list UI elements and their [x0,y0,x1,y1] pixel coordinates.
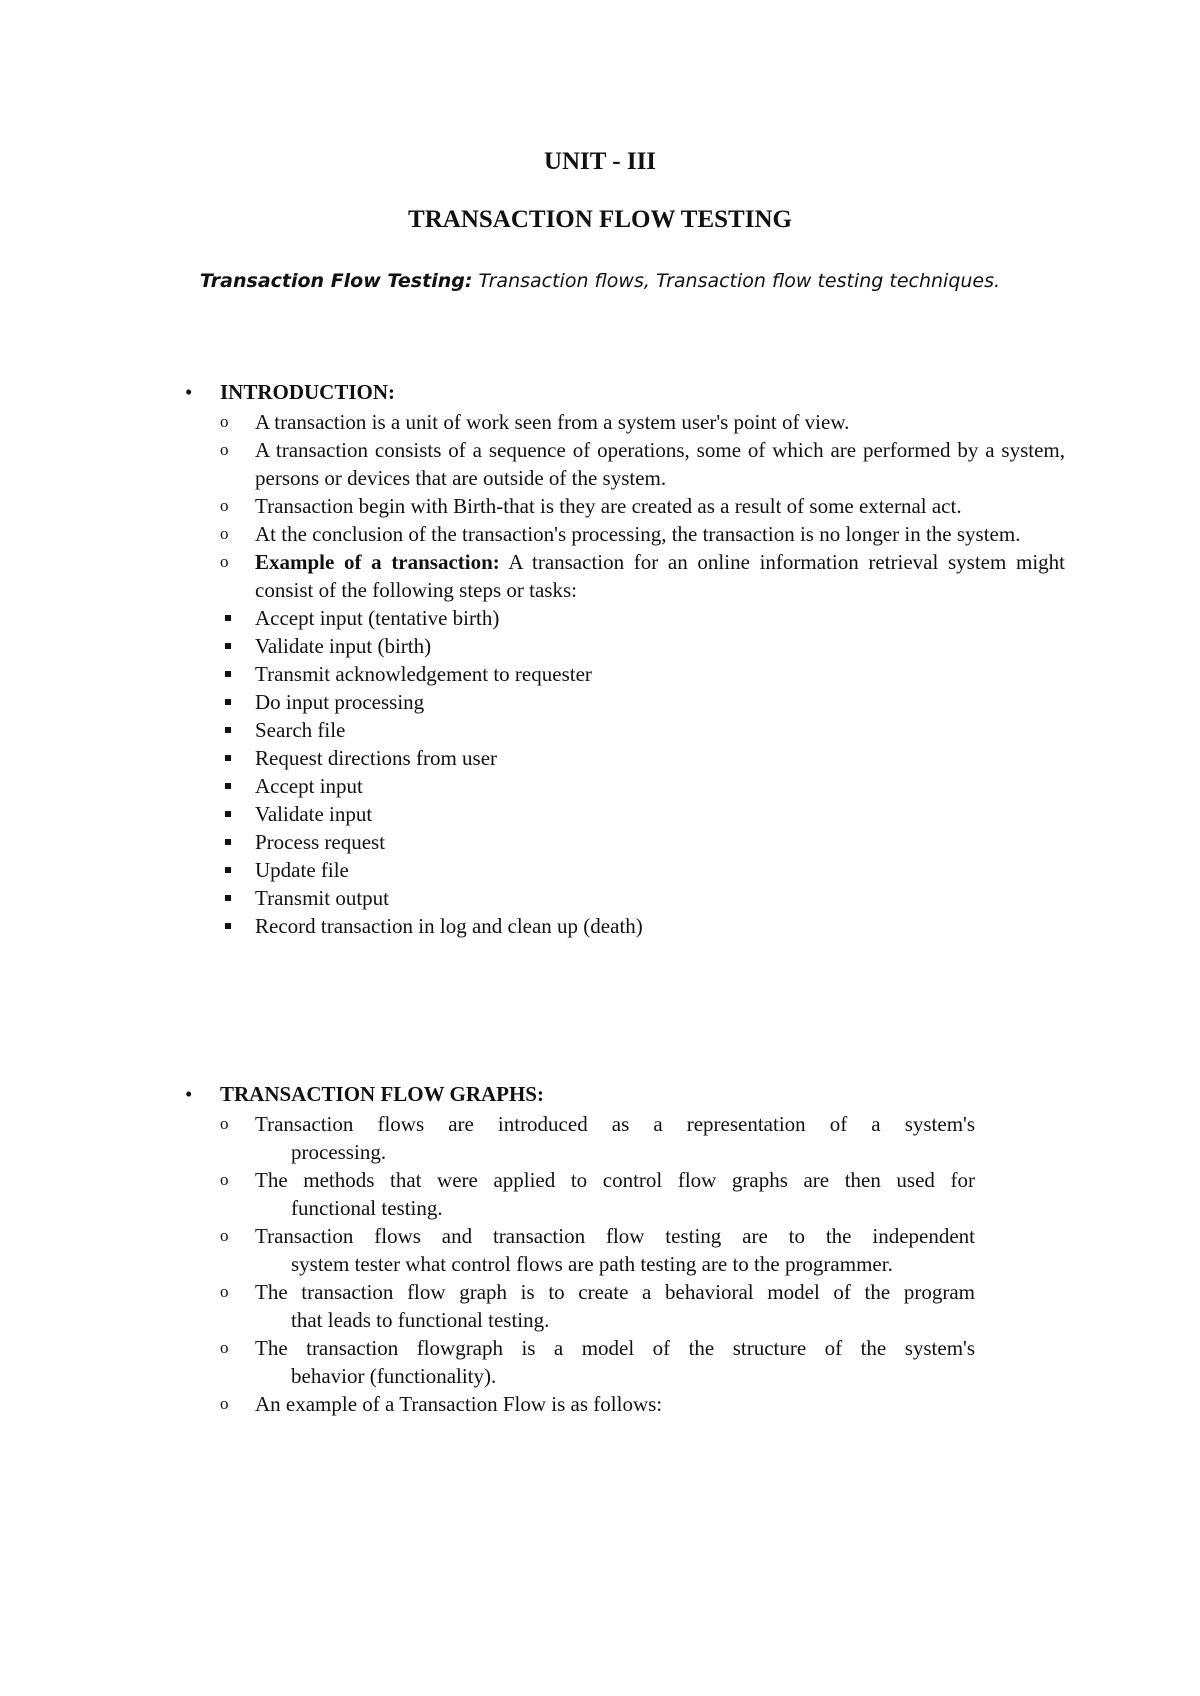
list-item [185,632,1065,660]
point-text: A transaction consists of a sequence of operations, some of which are performed by a system, persons or devices that are outside of the system. [255,438,1065,490]
point-text-rest: processing. [291,1140,387,1164]
step-text: Request directions from user [255,746,498,770]
list-item [185,688,1065,716]
step-text: Validate input (birth) [255,634,432,658]
list-item [185,408,1065,436]
bullet-circle-icon: o [220,1226,229,1245]
flow-graphs-section [185,1080,1065,1418]
point-text-first: The methods that were applied to control flow graphs are then used for [255,1168,975,1192]
step-text: Process request [255,830,386,854]
list-item [185,604,1065,632]
list-item [185,828,1065,856]
bullet-square-icon [225,643,231,649]
list-item [185,520,1065,548]
introduction-heading-text: INTRODUCTION: [220,380,396,404]
bullet-square-icon [225,839,231,845]
page-title: TRANSACTION FLOW TESTING [408,206,792,233]
bullet-circle-icon: o [220,1338,229,1357]
syllabus-topics: Transaction flows, Transaction flow testing techniques. [472,270,1001,292]
step-text: Transmit acknowledgement to requester [255,662,592,686]
step-text: Search file [255,718,346,742]
flow-graphs-heading [185,1080,1065,1108]
bullet-circle-icon: o [220,440,229,459]
list-item [185,1110,1065,1166]
list-item [185,1166,1065,1222]
point-text-rest: that leads to functional testing. [291,1308,550,1332]
point-text-first: The transaction flow graph is to create a behavioral model of the program [255,1280,975,1304]
bullet-circle-icon: o [220,496,229,515]
bullet-square-icon [225,867,231,873]
list-item [185,1334,1065,1390]
introduction-points [185,408,1065,604]
step-text: Validate input [255,802,373,826]
list-item [185,1278,1065,1334]
bullet-disc-icon: • [185,1082,193,1106]
list-item [185,548,1065,604]
step-text: Record transaction in log and clean up (death) [255,914,643,938]
syllabus-lead: Transaction Flow Testing: [199,270,473,292]
bullet-square-icon [225,895,231,901]
bullet-circle-icon: o [220,1170,229,1189]
point-text: A transaction is a unit of work seen from a system user's point of view. [255,410,850,434]
bullet-circle-icon: o [220,524,229,543]
bullet-disc-icon: • [185,380,193,404]
bullet-square-icon [225,615,231,621]
point-text-first: An example of a Transaction Flow is as follows: [255,1392,663,1416]
example-text: A transaction for an online information retrieval system might consist of the following steps or tasks: [255,550,1065,602]
point-text-rest: behavior (functionality). [291,1364,497,1388]
flow-graphs-points [185,1110,1065,1418]
point-text-rest: functional testing. [291,1196,443,1220]
bullet-square-icon [225,727,231,733]
list-item [185,1222,1065,1278]
bullet-square-icon [225,811,231,817]
example-steps-list [185,604,1065,940]
point-text-first: Transaction flows are introduced as a representation of a system's [255,1112,975,1136]
step-text: Accept input (tentative birth) [255,606,500,630]
point-text-rest: system tester what control flows are path testing are to the programmer. [291,1252,893,1276]
list-item [185,744,1065,772]
step-text: Update file [255,858,349,882]
list-item [185,800,1065,828]
example-label: Example of a transaction: [255,550,500,574]
bullet-square-icon [225,783,231,789]
list-item [185,912,1065,940]
list-item [185,1390,1065,1418]
bullet-circle-icon: o [220,412,229,431]
bullet-square-icon [225,699,231,705]
bullet-circle-icon: o [220,1282,229,1301]
bullet-square-icon [225,755,231,761]
step-text: Transmit output [255,886,389,910]
bullet-circle-icon: o [220,1114,229,1133]
step-text: Accept input [255,774,363,798]
list-item [185,492,1065,520]
list-item [185,660,1065,688]
bullet-circle-icon: o [220,1394,229,1413]
list-item [185,436,1065,492]
list-item [185,856,1065,884]
flow-graphs-heading-text: TRANSACTION FLOW GRAPHS: [220,1082,544,1106]
bullet-circle-icon: o [220,552,229,571]
list-item [185,884,1065,912]
unit-heading: UNIT - III [543,148,657,175]
introduction-section [185,378,1065,940]
bullet-square-icon [225,923,231,929]
point-text-first: Transaction flows and transaction flow testing are to the independent [255,1224,975,1248]
point-text-first: The transaction flowgraph is a model of the structure of the system's [255,1336,975,1360]
step-text: Do input processing [255,690,425,714]
introduction-heading [185,378,1065,406]
list-item [185,772,1065,800]
bullet-square-icon [225,671,231,677]
point-text: At the conclusion of the transaction's processing, the transaction is no longer in the system. [255,522,1021,546]
point-text: Transaction begin with Birth-that is they are created as a result of some external act. [255,494,962,518]
syllabus-line [0,270,1200,292]
list-item [185,716,1065,744]
